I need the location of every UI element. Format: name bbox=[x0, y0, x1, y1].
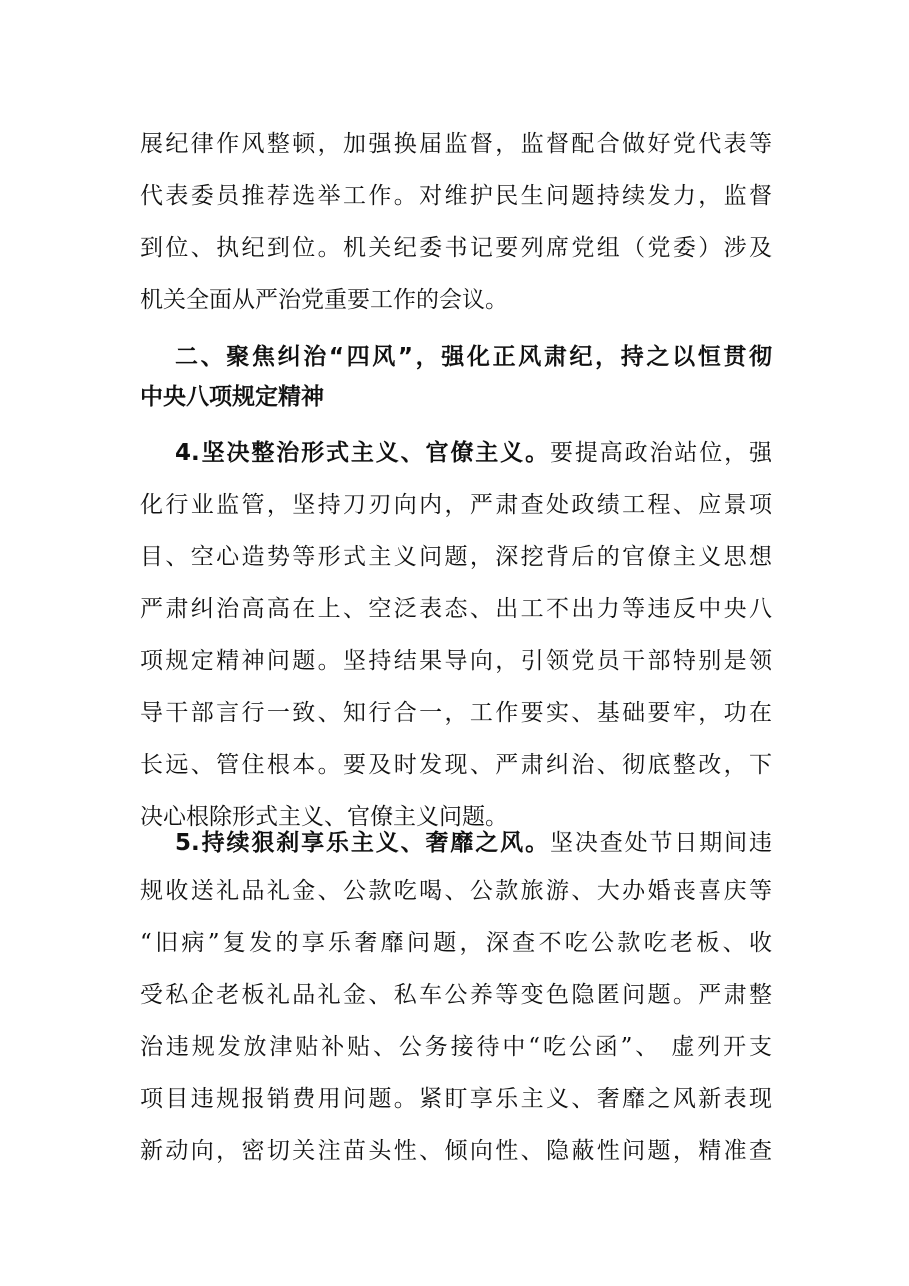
body-text-line: 化行业监管，坚持刀刃向内，严肃查处政绩工程、应景项 bbox=[140, 492, 772, 518]
body-text-line: 决心根除形式主义、官僚主义问题。 bbox=[140, 804, 508, 830]
item-5-title: 5.持续狠刹享乐主义、奢靡之风。 bbox=[175, 830, 550, 856]
body-text-line: 到位、执纪到位。机关纪委书记要列席党组（党委）涉及 bbox=[140, 235, 772, 261]
item-4-first-line bbox=[175, 433, 772, 473]
body-text-line: 导干部言行一致、知行合一，工作要实、基础要牢，功在 bbox=[140, 700, 772, 726]
body-text-line: 新动向，密切关注苗头性、倾向性、隐蔽性问题，精准查 bbox=[140, 1138, 772, 1164]
body-text-line: 代表委员推荐选举工作。对维护民生问题持续发力，监督 bbox=[140, 183, 772, 209]
item-5-first-rest: 坚决查处节日期间违 bbox=[549, 830, 772, 856]
body-text-line: 受私企老板礼品礼金、私车公养等变色隐匿问题。严肃整 bbox=[140, 982, 772, 1008]
item-4-title: 4.坚决整治形式主义、官僚主义。 bbox=[175, 440, 550, 466]
body-text-line: 项目违规报销费用问题。紧盯享乐主义、奢靡之风新表现 bbox=[140, 1086, 772, 1112]
body-text-line: 项规定精神问题。坚持结果导向，引领党员干部特别是领 bbox=[140, 648, 772, 674]
item-4-first-rest: 要提高政治站位，强 bbox=[549, 440, 772, 466]
body-text-line: 目、空心造势等形式主义问题，深挖背后的官僚主义思想 bbox=[140, 544, 772, 570]
body-text-line: 长远、管住根本。要及时发现、严肃纠治、彻底整改，下 bbox=[140, 752, 772, 778]
section-heading: 二、聚焦纠治“四风”，强化正风肃纪，持之以恒贯彻 bbox=[175, 344, 772, 370]
body-text-line: “旧病”复发的享乐奢靡问题，深查不吃公款吃老板、收 bbox=[140, 930, 772, 956]
body-text-line: 规收送礼品礼金、公款吃喝、公款旅游、大办婚丧喜庆等 bbox=[140, 878, 772, 904]
body-text-line: 机关全面从严治党重要工作的会议。 bbox=[140, 287, 508, 313]
section-heading: 中央八项规定精神 bbox=[140, 384, 324, 410]
body-text-line: 严肃纠治高高在上、空泛表态、出工不出力等违反中央八 bbox=[140, 596, 772, 622]
item-5-first-line bbox=[175, 823, 772, 863]
body-text-line: 展纪律作风整顿，加强换届监督，监督配合做好党代表等 bbox=[140, 131, 772, 157]
body-text-line: 治违规发放津贴补贴、公务接待中“吃公函”、 虚列开支 bbox=[140, 1034, 772, 1060]
